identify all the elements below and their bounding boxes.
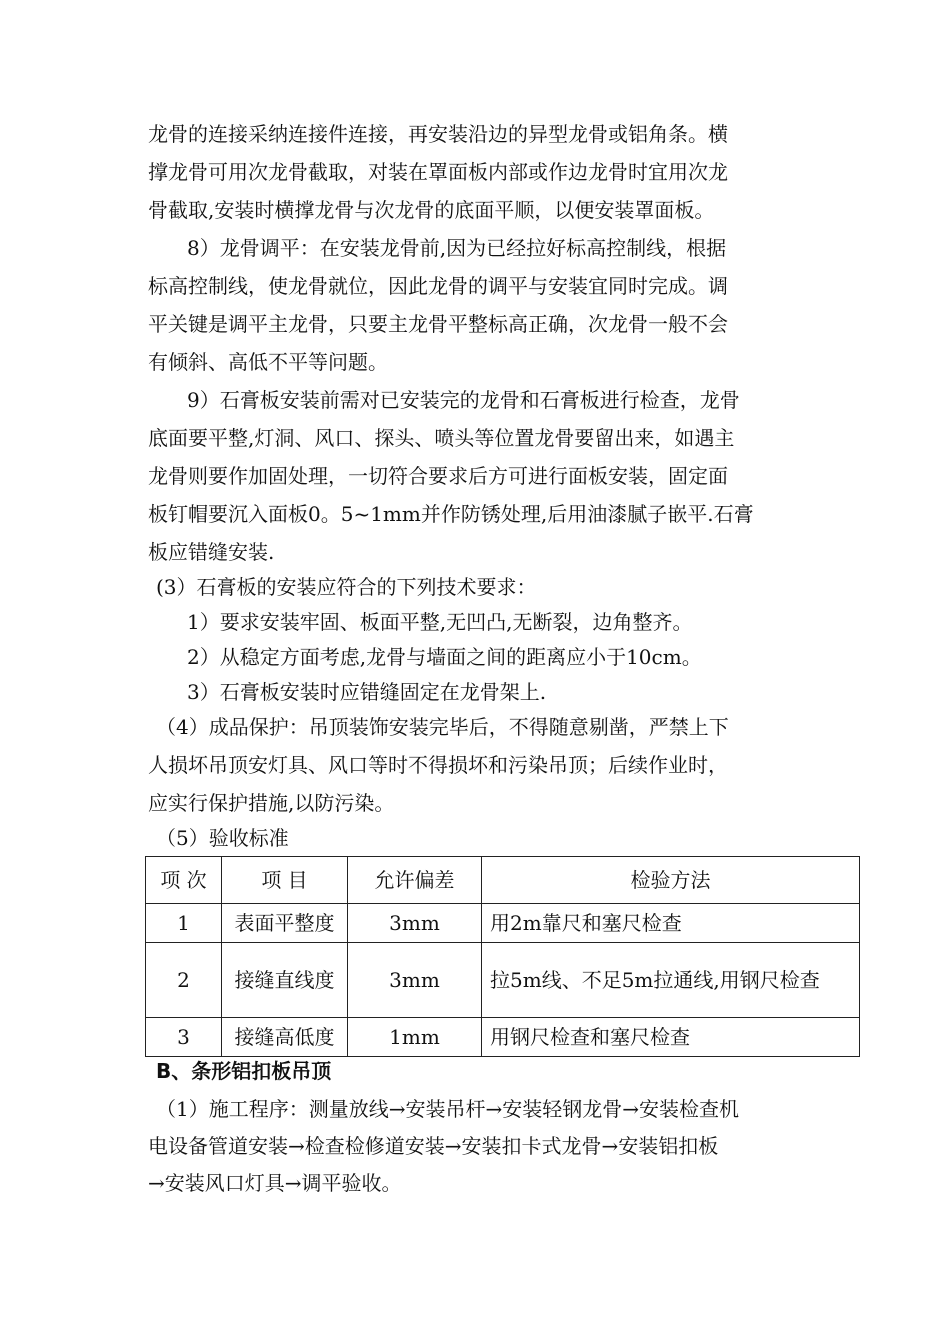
table-row [146,943,860,1018]
paragraph-line: 应实行保护措施,以防污染。 [148,791,395,815]
table-cell: 接缝直线度 [222,943,348,1018]
acceptance-standard-table [145,856,860,1057]
paragraph-line: 龙骨则要作加固处理，一切符合要求后方可进行面板安装，固定面 [148,464,728,488]
table-cell: 接缝高低度 [222,1018,348,1057]
table-cell: 3mm [348,904,482,943]
paragraph-line: （1）施工程序：测量放线→安装吊杆→安装轻钢龙骨→安装检查机 [156,1097,739,1121]
table-cell: 3mm [348,943,482,1018]
paragraph-line: （4）成品保护：吊顶装饰安装完毕后，不得随意剔凿，严禁上下 [156,715,729,739]
table-cell: 1 [146,904,222,943]
table-cell: 3 [146,1018,222,1057]
list-item: 2）从稳定方面考虑,龙骨与墙面之间的距离应小于10cm。 [187,645,702,669]
paragraph-line: 骨截取,安装时横撑龙骨与次龙骨的底面平顺，以便安装罩面板。 [148,198,715,222]
paragraph-line: 板应错缝安装. [148,540,275,564]
table-cell: 1mm [348,1018,482,1057]
table-cell: 用钢尺检查和塞尺检查 [482,1018,860,1057]
table-header-row [146,857,860,904]
paragraph-line: 底面要平整,灯洞、风口、探头、喷头等位置龙骨要留出来，如遇主 [148,426,735,450]
table-cell: 2 [146,943,222,1018]
table-cell: 表面平整度 [222,904,348,943]
section-heading: （5）验收标准 [156,826,289,850]
table-header-cell: 项 次 [146,857,222,904]
section-heading: (3）石膏板的安装应符合的下列技术要求： [156,575,537,599]
table-row [146,904,860,943]
table-row [146,1018,860,1057]
table-header-cell: 项 目 [222,857,348,904]
paragraph-line: 8）龙骨调平：在安装龙骨前,因为已经拉好标高控制线，根据 [187,236,727,260]
paragraph-line: 平关键是调平主龙骨，只要主龙骨平整标高正确，次龙骨一般不会 [148,312,728,336]
paragraph-line: 人损坏吊顶安灯具、风口等时不得损坏和污染吊顶；后续作业时， [148,753,728,777]
paragraph-line: 电设备管道安装→检查检修道安装→安装扣卡式龙骨→安装铝扣板 [148,1134,719,1158]
table-cell: 用2m靠尺和塞尺检查 [482,904,860,943]
paragraph-line: 板钉帽要沉入面板0。5~1mm并作防锈处理,后用油漆腻子嵌平.石膏 [148,502,754,526]
paragraph-line: 有倾斜、高低不平等问题。 [148,350,388,374]
table-cell: 拉5m线、不足5m拉通线,用钢尺检查 [482,943,860,1018]
table-header-cell: 检验方法 [482,857,860,904]
paragraph-line: 标高控制线，使龙骨就位，因此龙骨的调平与安装宜同时完成。调 [148,274,728,298]
list-item: 3）石膏板安装时应错缝固定在龙骨架上. [187,680,547,704]
list-item: 1）要求安装牢固、板面平整,无凹凸,无断裂，边角整齐。 [187,610,693,634]
paragraph-line: 撑龙骨可用次龙骨截取，对装在罩面板内部或作边龙骨时宜用次龙 [148,160,728,184]
section-b-heading: B、条形铝扣板吊顶 [156,1059,332,1083]
table-header-cell: 允许偏差 [348,857,482,904]
paragraph-line: 9）石膏板安装前需对已安装完的龙骨和石膏板进行检查，龙骨 [187,388,740,412]
paragraph-line: 龙骨的连接采纳连接件连接，再安装沿边的异型龙骨或铝角条。横 [148,122,728,146]
paragraph-line: →安装风口灯具→调平验收。 [148,1171,402,1195]
